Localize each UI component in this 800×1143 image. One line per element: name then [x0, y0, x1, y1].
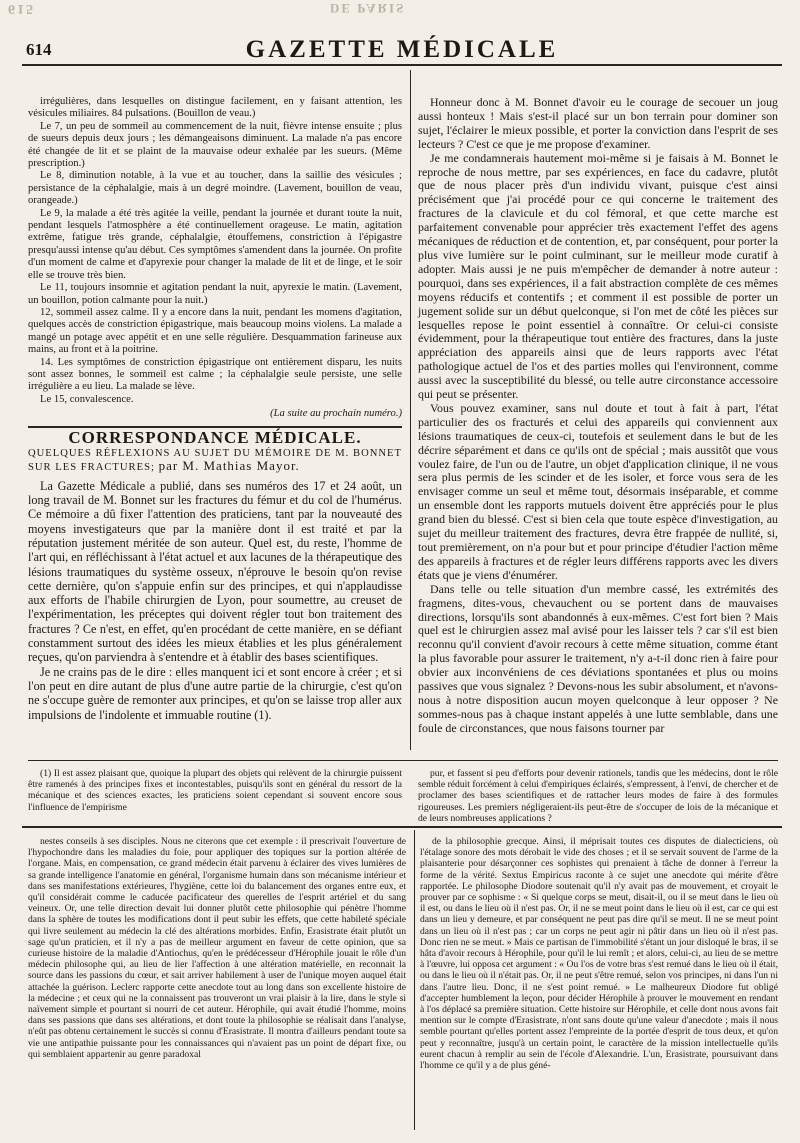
case-paragraph: Le 11, toujours insomnie et agitation pendant la nuit, apyrexie le matin. (Lavement, un bouillon, potion calmante pour la nuit.): [28, 282, 402, 306]
footnote-text: (1) Il est assez plaisant que, quoique la plupart des objets qui relèvent de la chirurgie puissent être ramenés à des principes fixes et incontestables, puisqu'ils sont en général du ressort de la mécanique et des sciences exactes, les praticiens soient cependant si souvent encore sous l'influence de l'empirisme: [28, 768, 402, 813]
case-paragraph: Le 15, convalescence.: [40, 393, 134, 405]
case-paragraph: Le 8, diminution notable, à la vue et au toucher, dans la saillie des vésicules ; persistance de la céphalalgie, mais à un degré moindre. (Lavement, bouillon de veau, orangeade.): [28, 170, 402, 207]
lower-column-divider: [414, 830, 415, 1130]
lower-left-column: [28, 836, 406, 1060]
lower-right-column: [420, 836, 778, 1071]
case-paragraph: Le 9, la malade a été très agitée la veille, pendant la journée et durant toute la nuit, pendant lesquels l'atmosphère a été continuellement orageuse. Le matin, agitation extrême, fatigue très grande, céphalalgie, étouffemens, constriction à l'épigastre presqu'aussi intense qu'au début. Ces symptômes s'amendent dans la journée. On profite d'un moment de calme et d'apyrexie pour changer la malade de lit et de linge, et le soir elle se trouve très bien.: [28, 207, 402, 281]
newspaper-page: [22, 8, 782, 1138]
right-column: [418, 95, 778, 735]
article-paragraph: Dans telle ou telle situation d'un membre cassé, les extrémités des fragmens, dites-vous, chevauchent ou se portent dans de mauvaises directions, lorsqu'ils sont abandonnés à eux-mêmes. C'est fort bien ? Mais quel est le chirurgien assez mal avisé pour les laisser tels ? car s'il est bien reconnu qu'il convient d'avoir recours à cette même situation, comme étant la plus favorable pour assurer le traitement, n'y a-t-il donc rien à faire pour obvier aux inconvéniens de ces déviations spontanées et plus ou moins passives que vous signalez ? Devons-nous les subir absolument, et n'avons-nous à notre disposition aucun moyen quelconque à leur opposer ? Ne sommes-nous pas à chaque instant appelés à une lutte semblable, dans une foule de circonstances, que nous faisons tourner par: [418, 581, 778, 735]
article-author: par M. Mathias Mayor.: [158, 458, 300, 474]
case-paragraph: 12, sommeil assez calme. Il y a encore dans la nuit, pendant les momens d'agitation, quelques accès de constriction épigastrique, mais beaucoup moins violens. La malade a mangé un potage avec appétit et en une selle régulière. Desquammation farineuse aux mains, au front et à la poitrine.: [28, 306, 402, 356]
column-divider: [410, 70, 411, 750]
footnote-text: pur, et fassent si peu d'efforts pour devenir rationels, tandis que les médecins, dont le rôle semble réduit forcément à celui d'empiriques éclairés, s'empressent, à l'envi, de chercher et de proclamer des bases scientifiques et de rattacher leurs modes de faire à des formules rigoureuses. Les premiers négligeraient-ils peut-être de s'occuper de lois de la mécanique et de leurs nombreuses applications ?: [418, 768, 778, 824]
section-rule: [28, 426, 402, 428]
footnote-right: [418, 768, 778, 824]
masthead-title: GAZETTE MÉDICALE: [245, 36, 559, 63]
section-title: CORRESPONDANCE MÉDICALE.: [68, 427, 362, 447]
lower-paragraph: de la philosophie grecque. Ainsi, il méprisait toutes ces disputes de dialecticiens, où l'étalage sonore des mots dérobait le vide des choses ; et il se servait souvent de l'arme de la plaisanterie pour désarçonner ces sophistes qui prenaient à tâche de donner à l'erreur la forme de la vérité. Sextus Empiricus raconte à ce sujet une anecdote qui mérite d'être rapportée. Le philosophe Diodore soutenait qu'il n'y avait pas de mouvement, et croyait le prouver par ce sophisme : « Si quelque corps se meut, disait-il, ou il se meut dans le lieu où il est, ou dans le lieu où il n'est pas. Or, il ne se meut point dans le lieu où il est, car ce qui est dans un lieu y demeure, et par conséquent ne peut pas dire qu'il se meut. Il ne se meut point dans un lieu où il n'est pas ; car un corps ne peut agir ni pâtir dans un lieu où il n'est pas. Donc rien ne se meut. » Mais ce partisan de l'immobilité s'étant un jour disloqué le bras, il se hâta d'avoir recours à Hérophile, pour qu'il le lui remît ; et alors, celui-ci, au lieu de se mettre à l'œuvre, lui opposa cet argument : « Ou l'os de votre bras s'est remué dans le lieu où il était, ou dans le lieu où il n'était pas. Or, il ne peut s'être remué, selon vos principes, ni dans l'un ni dans l'autre lieu. Donc, il ne s'est point remué. » Le malheureux Diodore fut obligé d'accepter humblement la leçon, pour décider Hérophile à prouver le mouvement en rendant à l'os déplacé sa première situation. Cette histoire sur Hérophile, et celle dont nous avons fait mention sur le compte d'Erasistrate, n'ont sans doute qu'une valeur d'anecdote ; mais il nous semble pourtant qu'elles portent assez l'empreinte de la portée d'esprit de tous deux, et qu'on peut y reconnaître, jusqu'à un certain point, le caractère de la mission intellectuelle qu'ils eurent chacun à remplir au sein de l'école d'Alexandrie. L'un, Erasistrate, poursuivant dans l'homme ce qu'il y a de plus géné-: [420, 836, 778, 1072]
article-lead: [28, 479, 402, 722]
case-paragraph: 14. Les symptômes de constriction épigastrique ont entièrement disparu, les nuits sont assez bonnes, le sommeil est calme ; la céphalalgie seule persiste, une selle irrégulière a eu lieu. La malade se lève.: [28, 356, 402, 393]
bleed-through-title: DE PARIS: [330, 1, 406, 16]
article-paragraph: Je me condamnerais hautement moi-même si je faisais à M. Bonnet le reproche de nous mettre, par ses expériences, en face du cadavre, plutôt que de nous placer près d'un individu vivant, puisque c'est ainsi précisément que j'ai procédé pour ce qui concerne le traitement des fractures de la clavicule et du col fémoral, et que cette marche est parfaitement convenable pour apprécier très exactement l'effet des agens mécaniques de réduction et de contention, et, par conséquent, pour porter la plus vive lumière sur le point culminant, sur le meilleur mode curatif à adopter. Mais aussi je ne puis m'empêcher de demander à notre auteur : pourquoi, dans ses expériences, il a fait abstraction complète de ces mêmes moyens réducifs et contentifs ; et comment il est possible de porter un jugement solide sur un début quelconque, si l'on met de côté les pièces sur lesquelles repose le point essentiel à connaître. Or celui-ci consiste évidemment, pour la thérapeutique tout entière des fractures, dans la juste appréciation des appareils ainsi que de leurs rapports avec l'état pathologique actuel de l'os et des parties molles qui l'environnent, comme aussi avec la susceptibilité du blessé, ou telle autre circonstance accessoire qui peut se présenter.: [418, 150, 778, 402]
page-header: [22, 22, 782, 66]
article-paragraph: La Gazette Médicale a publié, dans ses numéros des 17 et 24 août, un long travail de M. Bonnet sur les fractures du fémur et du col de l'humérus. Ce mémoire a dû fixer l'attention des praticiens, tant par la nouveauté des moyens investigateurs que par la manière dont il est traité et par la réputation justement méritée de son auteur. Quel est, du reste, l'homme de l'art qui, en réfléchissant à l'état actuel et aux lacunes de la thérapeutique des lésions traumatiques du système osseux, n'éprouve le besoin qu'on revise cette dernière, qu'on s'appuie enfin sur des principes, et qui n'applaudisse aux efforts de l'habile chirurgien de Lyon, pour soumettre, au creuset de l'expérimentation, les préceptes qui doivent régler tout bon traitement des fractures ? Ce n'est, en effet, qu'en procédant de cette manière, en se défiant constamment surtout des idées les mieux établies et les plus généralement reçues, qu'on parviendra à s'entendre et à établir des bases scientifiques.: [28, 478, 402, 665]
article-paragraph: Je ne crains pas de le dire : elles manquent ici et sont encore à créer ; et si l'on peut en dire autant de plus d'une autre partie de la chirurgie, c'est qu'on ne s'occupe guère de remonter aux principes, et qu'on se laisse trop aller aux impulsions de l'indolente et immuable routine (1).: [28, 664, 402, 722]
lower-paragraph: nestes conseils à ses disciples. Nous ne citerons que cet exemple : il prescrivait l'ouverture de l'hypochondre dans les maladies du foie, pour appliquer des topiques sur la portion altérée de l'organe. Mais, en compensation, ce grand médecin était parvenu à éclairer des vives lumières de sa grande intelligence l'anatomie en général, l'organisme humain dans son mécanisme intérieur et dans ses manifestations extérieures, l'hygiène, cette loi du balancement des organes entre eux, et qu'il considérait comme le caducée pacificateur des querelles de l'esprit artériel et du sang veineux. Or, une telle direction devait lui donner plutôt cette philosophie qui pénètre l'homme dans la sphère de toutes les modifications dont il peut subir les effets, que cette habileté spéciale qui livre seulement au médecin la clé des altérations morbides. Enfin, Erasistrate était plutôt un sage qu'un praticien, et il n'y a pas de meilleur argument en faveur de cette opinion, que sa curieuse histoire de la maladie d'Antiochus, qu'en le prédécesseur d'Hérophile jouait le rôle d'un médecin philosophe qui, au lieu de lier l'affection à une altération matérielle, en reconnait la source dans les passions du cœur, et sait arriver habilement à user de l'unique moyen auquel était attachée la guérison. Leclerc rapporte cette anecdote tout au long dans son excellente histoire de la médecine ; et ceux qui ne la connaissent pas trouveront un vrai plaisir à la lire, dans le style si naïvement simple et pourtant si nourri de cet auteur. Hérophile, qui avait étudié l'homme, moins dans ses passions que dans ses altérations, et dont toute la philosophie se réalisait dans l'analyse, n'eût pas obtenu certainement le succès si connu d'Erasistrate. Il montra d'ailleurs pendant toute sa vie une antipathie puissante pour les connaissances qui n'avaient pas un point de départ fixe, ou qui semblaient appartenir au genre paradoxal: [28, 836, 406, 1060]
footnote-rule: [28, 760, 778, 761]
page-number: 614: [26, 40, 52, 59]
article-paragraph: Vous pouvez examiner, sans nul doute et tout à fait à part, l'état particulier des os fracturés et celui des appareils qui conviennent aux lésions traumatiques de ceux-ci, toutefois et seulement dans le but de les décrire séparément et dans ce qu'ils ont de spécial ; mais aussitôt que vous voulez faire, de l'un ou de l'autre, un objet d'application clinique, il ne vous sera plus permis de les scinder et de les isoler, et force vous sera de les envisager comme un seul et même tout, désormais inséparable, et comme un ensemble dont les rapports mutuels doivent être appréciés pour le plus grand bien du blessé. C'est si bien cela que toute espèce d'investigation, au sujet du meilleur traitement des fractures, devra être frappée de nullité, si, tout premièrement, on n'a pour but et pour principe d'étudier l'action même des appareils à fractures et de régler leurs différens rapports avec les divers états que je viens d'énumérer.: [418, 400, 778, 582]
footnote-left: [28, 768, 402, 813]
subheading-text: QUELQUES RÉFLEXIONS AU SUJET DU MÉMOIRE DE M. BONNET SUR LES FRACTURES;: [28, 447, 402, 474]
article-subheading: [28, 448, 402, 475]
article-paragraph: Honneur donc à M. Bonnet d'avoir eu le courage de secouer un joug aussi honteux ! Mais s'est-il placé sur un bon terrain pour dominer son sujet, l'éclairer le mieux possible, et porter la conviction dans l'esprit de ses lecteurs ? C'est ce que je me propose d'examiner.: [418, 95, 778, 151]
left-column: [28, 96, 402, 796]
case-paragraph: Le 7, un peu de sommeil au commencement de la nuit, fièvre intense ensuite ; plus de sueurs depuis deux jours ; les démangeaisons diminuent. La malade n'a pas encore été changée de lit et se plaint de la mauvaise odeur exhalée par les sueurs. (Même prescription.): [28, 120, 402, 170]
case-paragraph: irrégulières, dans lesquelles on distingue facilement, en y faisant attention, les vésicules miliaires. 84 pulsations. (Bouillon de veau.): [28, 96, 402, 120]
lower-section-rule: [22, 826, 782, 828]
bleed-through-page-number: 615: [8, 1, 35, 16]
continued-note: (La suite au prochain numéro.): [270, 408, 402, 420]
